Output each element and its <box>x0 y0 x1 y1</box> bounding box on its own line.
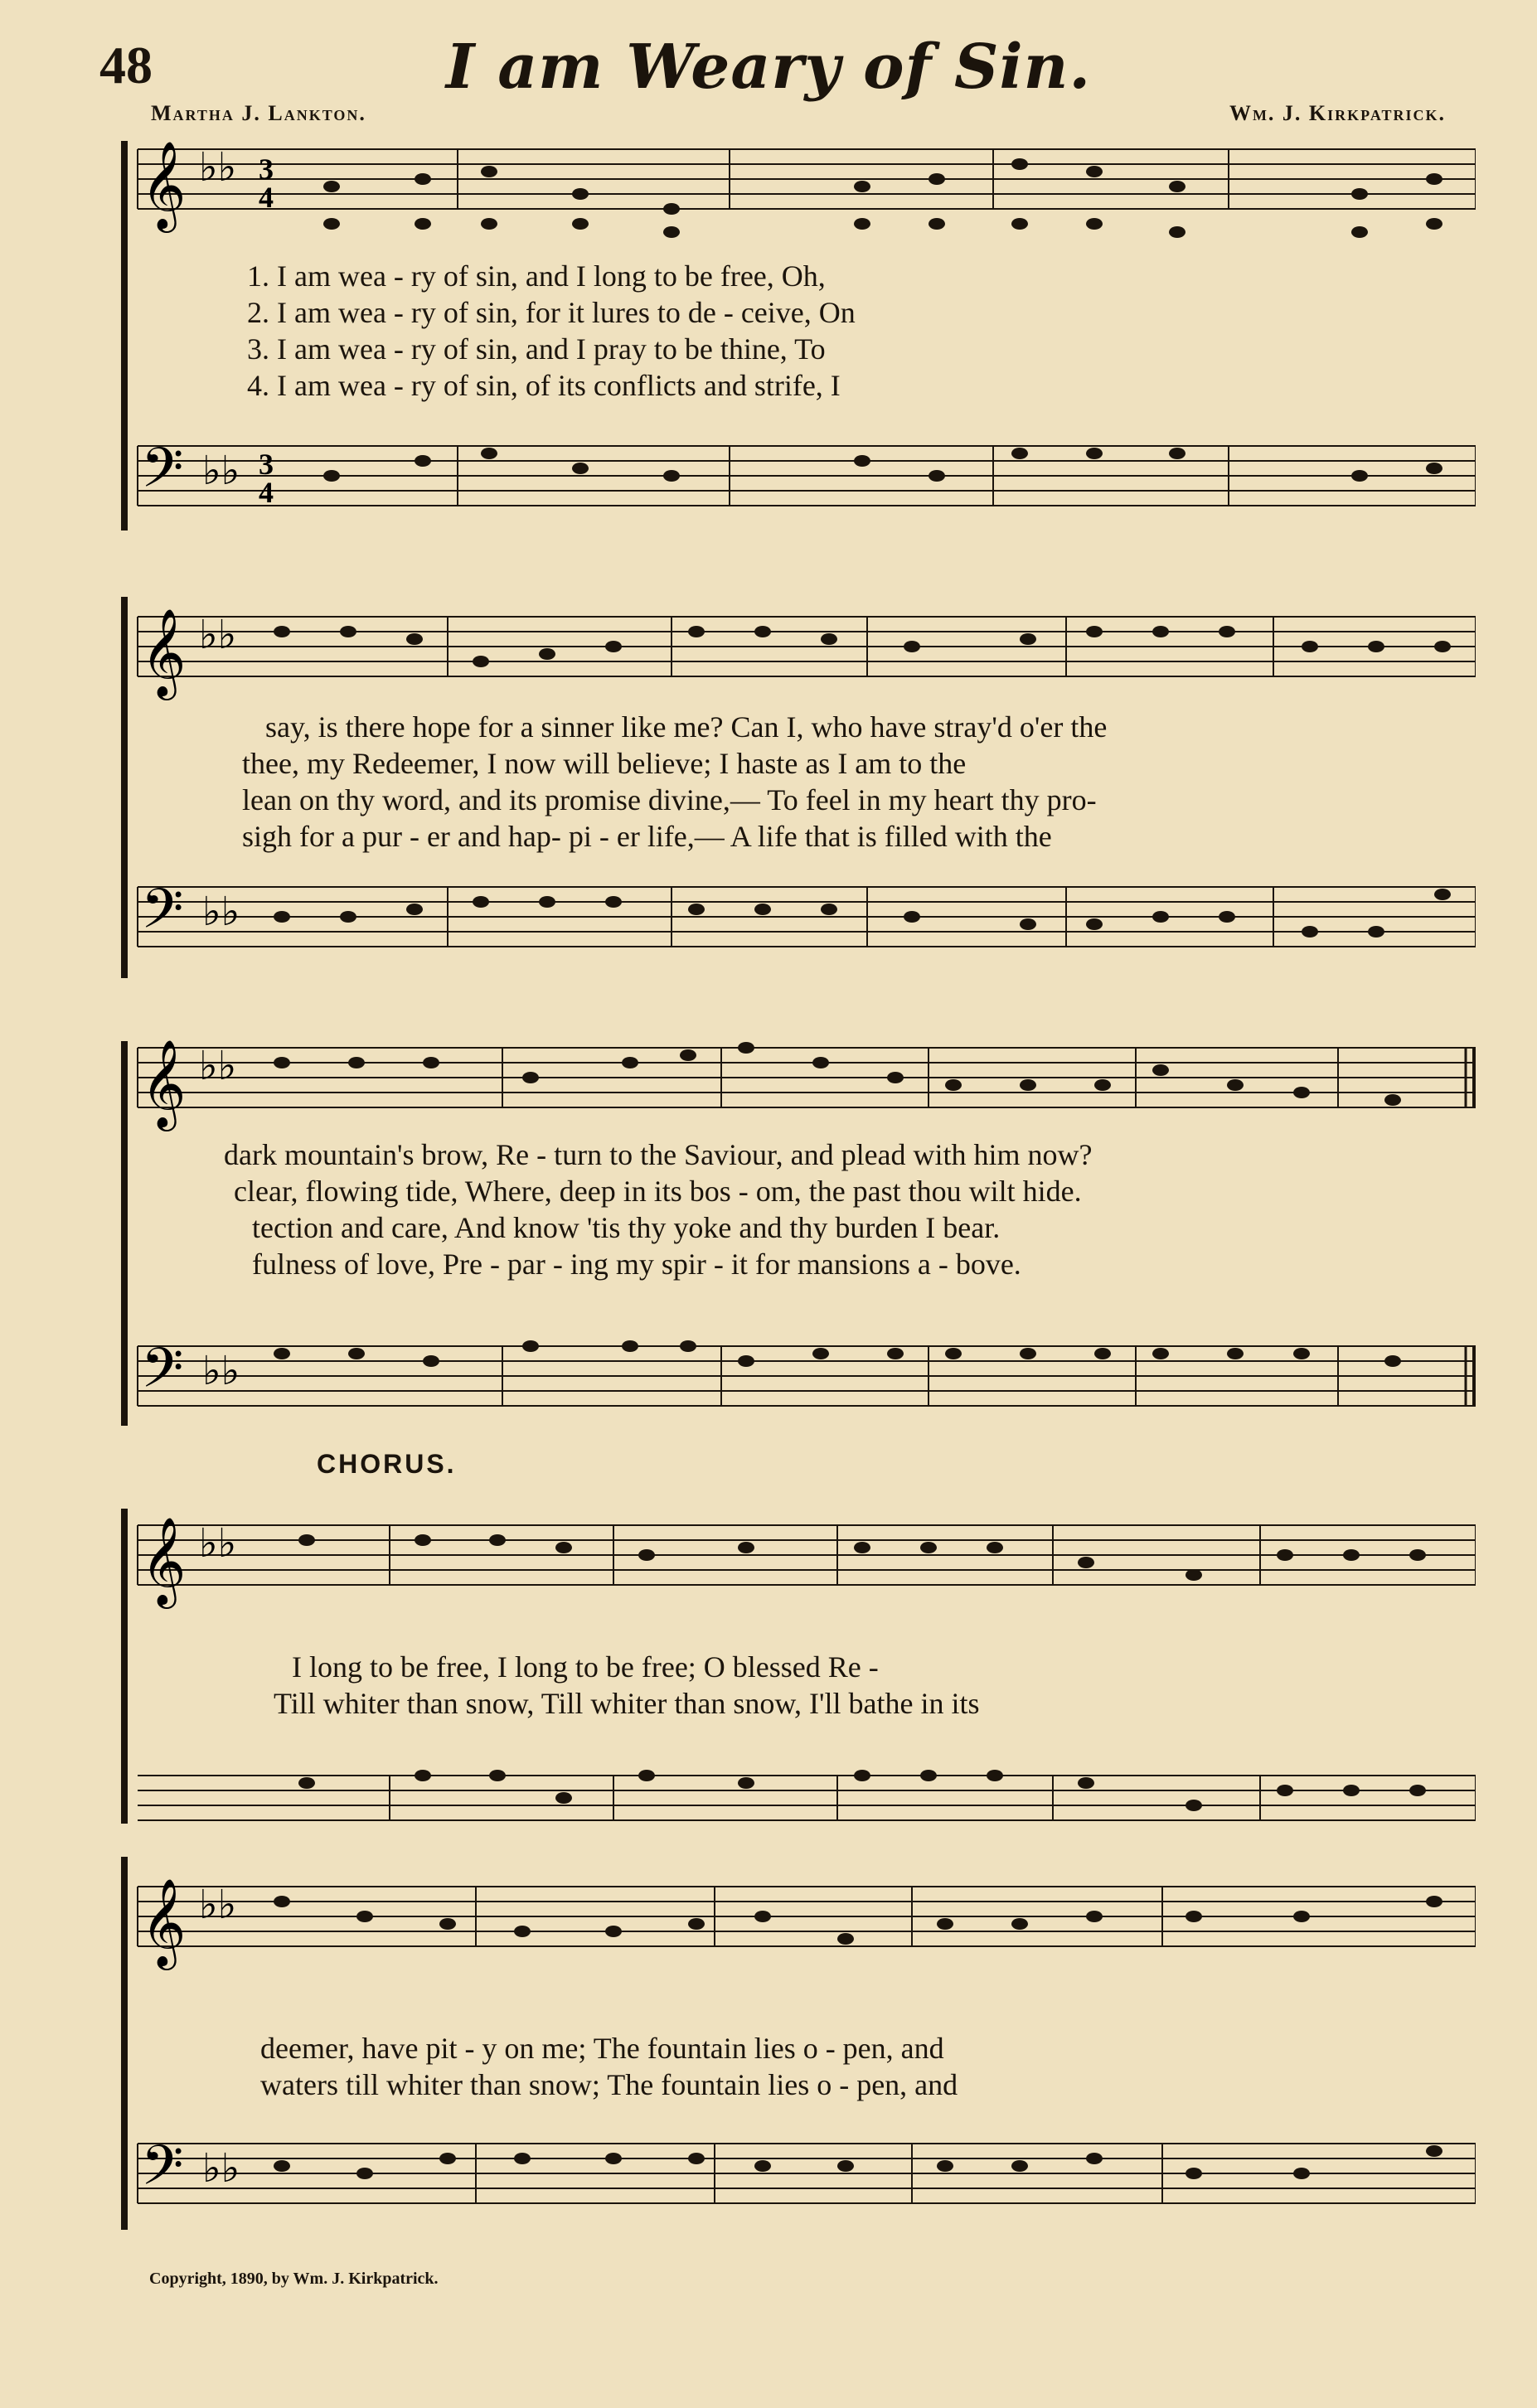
svg-text:3: 3 <box>259 448 274 481</box>
svg-text:4: 4 <box>259 476 274 509</box>
chorus-label: CHORUS. <box>317 1449 457 1479</box>
svg-text:♭♭: ♭♭ <box>199 1882 237 1928</box>
composer-credit: Wm. J. Kirkpatrick. <box>1229 101 1446 125</box>
svg-text:♭♭: ♭♭ <box>202 448 240 494</box>
svg-text:𝄢: 𝄢 <box>141 2134 184 2211</box>
lyric-chorus-2: Till whiter than snow, Till whiter than snow, I'll bathe in its <box>274 1687 980 1720</box>
music-system-3 <box>116 995 1476 1426</box>
svg-text:4: 4 <box>259 181 274 214</box>
lyric-verse-3: 3. I am wea - ry of sin, and I pray to be thine, To <box>247 332 826 366</box>
svg-text:♭♭: ♭♭ <box>199 1043 237 1089</box>
svg-text:𝄞: 𝄞 <box>141 1877 187 1966</box>
svg-text:𝄢: 𝄢 <box>141 1336 184 1413</box>
lyric-verse-2: clear, flowing tide, Where, deep in its bos - om, the past thou wilt hide. <box>234 1175 1082 1208</box>
music-system-5 <box>116 1857 1476 2255</box>
lyric-verse-3: lean on thy word, and its promise divine,— To feel in my heart thy pro- <box>242 783 1097 816</box>
lyric-verse-1: dark mountain's brow, Re - turn to the Saviour, and plead with him now? <box>224 1138 1093 1171</box>
svg-text:𝄞: 𝄞 <box>141 1516 187 1605</box>
music-system-4 <box>116 1492 1476 1824</box>
svg-text:𝄞: 𝄞 <box>141 608 187 696</box>
svg-text:𝄞: 𝄞 <box>141 141 187 229</box>
author-credit: Martha J. Lankton. <box>151 101 366 125</box>
svg-text:♭♭: ♭♭ <box>202 1348 240 1394</box>
lyric-chorus-1: deemer, have pit - y on me; The fountain lies o - pen, and <box>260 2032 944 2065</box>
svg-text:𝄞: 𝄞 <box>141 1039 187 1127</box>
page-number: 48 <box>99 36 153 94</box>
svg-text:3: 3 <box>259 153 274 186</box>
lyric-verse-2: thee, my Redeemer, I now will believe; I haste as I am to the <box>242 747 967 780</box>
svg-text:♭♭: ♭♭ <box>199 1520 237 1567</box>
copyright-notice: Copyright, 1890, by Wm. J. Kirkpatrick. <box>149 2270 439 2288</box>
lyric-verse-1: 1. I am wea - ry of sin, and I long to be free, Oh, <box>247 259 826 293</box>
lyric-verse-4: 4. I am wea - ry of sin, of its conflicts and strife, I <box>247 369 841 402</box>
hymn-title: I am Weary of Sin. <box>445 31 1092 103</box>
svg-text:𝄢: 𝄢 <box>141 877 184 954</box>
lyric-verse-4: fulness of love, Pre - par - ing my spir - it for mansions a - bove. <box>252 1248 1021 1281</box>
svg-text:♭♭: ♭♭ <box>199 612 237 658</box>
lyric-verse-3: tection and care, And know 'tis thy yoke and thy burden I bear. <box>252 1211 1001 1244</box>
music-system-1 <box>116 141 1476 555</box>
lyric-verse-4: sigh for a pur - er and hap- pi - er life,— A life that is filled with the <box>242 820 1052 853</box>
lyric-chorus-2: waters till whiter than snow; The fountain lies o - pen, and <box>260 2068 958 2101</box>
music-system-2 <box>116 597 1476 995</box>
svg-text:𝄢: 𝄢 <box>141 436 184 513</box>
lyric-verse-1: say, is there hope for a sinner like me? Can I, who have stray'd o'er the <box>265 710 1108 744</box>
svg-text:♭♭: ♭♭ <box>202 2145 240 2192</box>
lyric-verse-2: 2. I am wea - ry of sin, for it lures to de - ceive, On <box>247 296 856 329</box>
lyric-chorus-1: I long to be free, I long to be free; O blessed Re - <box>292 1650 879 1684</box>
svg-text:♭♭: ♭♭ <box>199 144 237 191</box>
svg-text:♭♭: ♭♭ <box>202 889 240 935</box>
